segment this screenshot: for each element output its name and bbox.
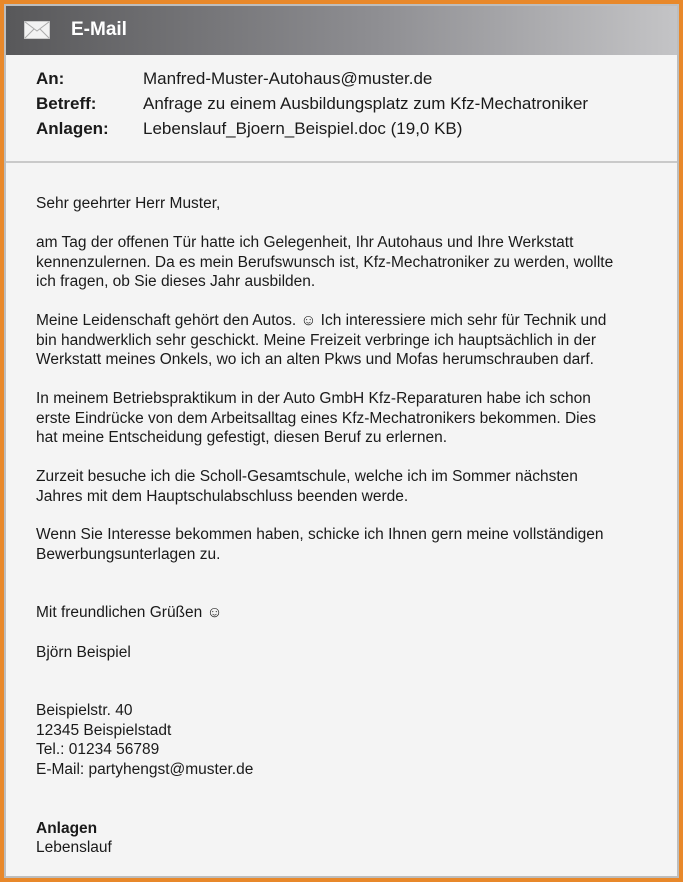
- closing: Mit freundlichen Grüßen ☺: [36, 604, 223, 621]
- window-title: E-Mail: [71, 19, 127, 40]
- sender-name: Björn Beispiel: [36, 644, 131, 661]
- email-window: [4, 4, 679, 878]
- phone-line: Tel.: 01234 56789: [36, 741, 160, 758]
- field-label: An:: [36, 69, 65, 88]
- text-line: Jahres mit dem Hauptschulabschluss beenden werde.: [36, 487, 409, 505]
- divider: [6, 161, 677, 163]
- text-line: bin handwerklich sehr geschickt. Meine Freizeit verbringe ich hauptsächlich in der: [36, 331, 596, 349]
- paragraph-3: [36, 389, 596, 448]
- attachment-item: Lebenslauf: [36, 839, 112, 856]
- address-line: 12345 Beispielstadt: [36, 721, 172, 739]
- paragraph-2: [36, 311, 606, 370]
- paragraph-4: [36, 467, 578, 506]
- text-line: In meinem Betriebspraktikum in der Auto GmbH Kfz-Reparaturen habe ich schon: [36, 390, 591, 407]
- text-line: erste Eindrücke von dem Arbeitsalltag eines Kfz-Mechatronikers bekommen. Dies: [36, 409, 596, 427]
- email-header: [6, 6, 677, 55]
- address-line: Beispielstr. 40: [36, 702, 133, 719]
- greeting: Sehr geehrter Herr Muster,: [36, 195, 221, 212]
- paragraph-5: [36, 525, 604, 564]
- text-line: kennenzulernen. Da es mein Berufswunsch ist, Kfz-Mechatroniker zu werden, wollte: [36, 253, 614, 271]
- field-label: Anlagen:: [36, 119, 109, 138]
- text-line: am Tag der offenen Tür hatte ich Gelegenheit, Ihr Autohaus und Ihre Werkstatt: [36, 234, 574, 251]
- paragraph-1: [36, 233, 613, 292]
- attachments-heading: Anlagen: [36, 820, 98, 837]
- text-line: Werkstatt meines Onkels, wo ich an alten Pkws und Mofas herumschrauben darf.: [36, 351, 594, 368]
- text-line: Wenn Sie Interesse bekommen haben, schicke ich Ihnen gern meine vollständigen: [36, 526, 604, 543]
- text-line: Zurzeit besuche ich die Scholl-Gesamtschule, welche ich im Sommer nächsten: [36, 468, 578, 485]
- text-line: Bewerbungsunterlagen zu.: [36, 545, 221, 563]
- envelope-icon: [24, 21, 50, 39]
- text-line: hat meine Entscheidung gefestigt, diesen Beruf zu erlernen.: [36, 429, 448, 446]
- to-address[interactable]: Manfred-Muster-Autohaus@muster.de: [143, 69, 433, 88]
- field-label: Betreff:: [36, 94, 97, 113]
- subject-value: Anfrage zu einem Ausbildungsplatz zum Kfz-Mechatroniker: [143, 94, 589, 113]
- text-line: ich fragen, ob Sie dieses Jahr ausbilden.: [36, 273, 316, 290]
- email-line: E-Mail: partyhengst@muster.de: [36, 760, 254, 778]
- sender-address: [36, 701, 253, 779]
- attachment-link[interactable]: Lebenslauf_Bjoern_Beispiel.doc (19,0 KB): [143, 119, 463, 138]
- text-line: Meine Leidenschaft gehört den Autos. ☺ Ich interessiere mich sehr für Technik und: [36, 312, 607, 329]
